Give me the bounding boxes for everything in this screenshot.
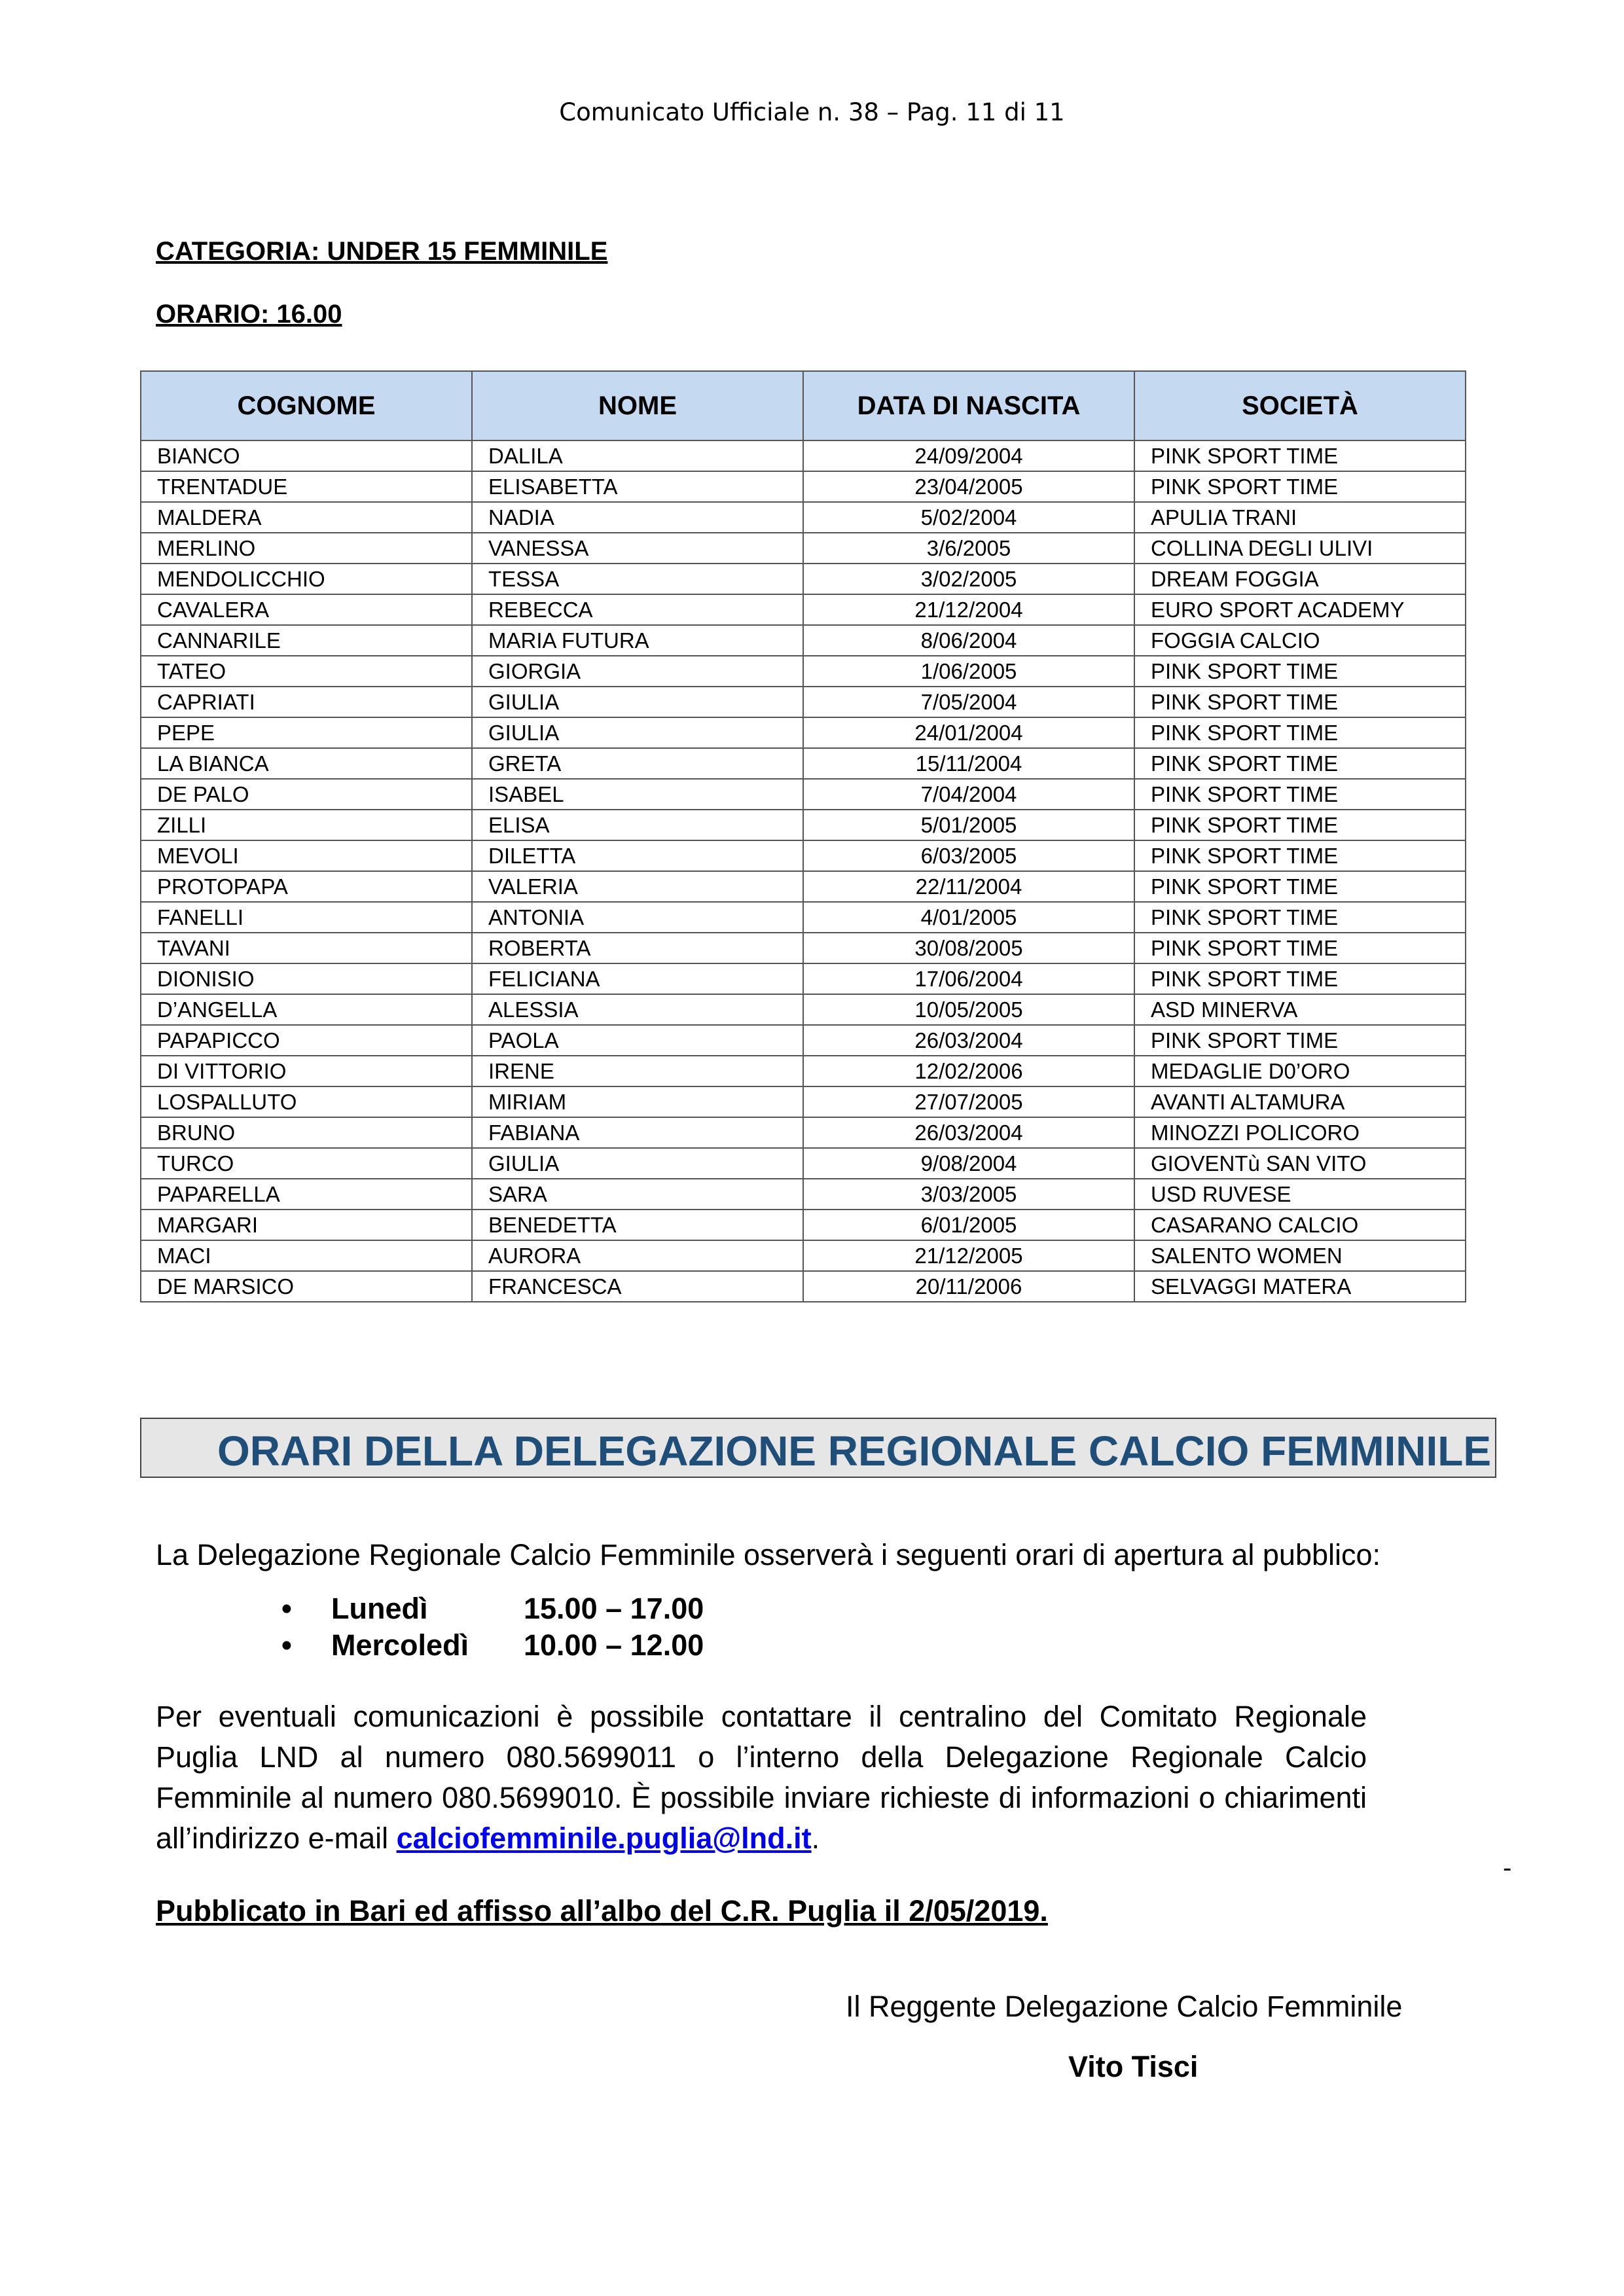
societa-cell: PINK SPORT TIME: [1134, 656, 1466, 687]
cognome-cell: LOSPALLUTO: [141, 1086, 472, 1117]
cognome-cell: MALDERA: [141, 502, 472, 533]
table-row: [141, 1271, 1466, 1302]
birthdate-cell: 10/05/2005: [803, 994, 1134, 1025]
cognome-cell: MEVOLI: [141, 840, 472, 871]
societa-cell: PINK SPORT TIME: [1134, 963, 1466, 994]
nome-cell: VANESSA: [472, 533, 803, 564]
birthdate-cell: 5/01/2005: [803, 810, 1134, 840]
cognome-cell: D’ANGELLA: [141, 994, 472, 1025]
societa-cell: PINK SPORT TIME: [1134, 1025, 1466, 1056]
birthdate-cell: 24/01/2004: [803, 717, 1134, 748]
cognome-cell: PROTOPAPA: [141, 871, 472, 902]
societa-cell: SELVAGGI MATERA: [1134, 1271, 1466, 1302]
birthdate-cell: 30/08/2005: [803, 933, 1134, 963]
column-header: DATA DI NASCITA: [803, 371, 1134, 440]
nome-cell: ELISA: [472, 810, 803, 840]
table-row: [141, 564, 1466, 594]
cognome-cell: MERLINO: [141, 533, 472, 564]
table-header-row: [141, 371, 1466, 440]
birthdate-cell: 3/6/2005: [803, 533, 1134, 564]
birthdate-cell: 9/08/2004: [803, 1148, 1134, 1179]
cognome-cell: MENDOLICCHIO: [141, 564, 472, 594]
table-row: [141, 1148, 1466, 1179]
nome-cell: ELISABETTA: [472, 471, 803, 502]
category-heading: CATEGORIA: UNDER 15 FEMMINILE: [156, 237, 608, 266]
table-row: [141, 533, 1466, 564]
table-row: [141, 840, 1466, 871]
cognome-cell: BRUNO: [141, 1117, 472, 1148]
nome-cell: SARA: [472, 1179, 803, 1210]
cognome-cell: DI VITTORIO: [141, 1056, 472, 1086]
birthdate-cell: 8/06/2004: [803, 625, 1134, 656]
players-table: [140, 370, 1466, 1302]
societa-cell: MINOZZI POLICORO: [1134, 1117, 1466, 1148]
nome-cell: MIRIAM: [472, 1086, 803, 1117]
table-row: [141, 1240, 1466, 1271]
societa-cell: SALENTO WOMEN: [1134, 1240, 1466, 1271]
nome-cell: FABIANA: [472, 1117, 803, 1148]
societa-cell: EURO SPORT ACADEMY: [1134, 594, 1466, 625]
birthdate-cell: 17/06/2004: [803, 963, 1134, 994]
cognome-cell: LA BIANCA: [141, 748, 472, 779]
nome-cell: GIORGIA: [472, 656, 803, 687]
nome-cell: AURORA: [472, 1240, 803, 1271]
email-link[interactable]: calciofemminile.puglia@lnd.it: [396, 1821, 812, 1855]
column-header: COGNOME: [141, 371, 472, 440]
opening-hours-intro: La Delegazione Regionale Calcio Femminile osserverà i seguenti orari di apertura al pubblico:: [156, 1538, 1381, 1571]
societa-cell: DREAM FOGGIA: [1134, 564, 1466, 594]
birthdate-cell: 7/05/2004: [803, 687, 1134, 717]
cognome-cell: MACI: [141, 1240, 472, 1271]
table-row: [141, 1086, 1466, 1117]
societa-cell: AVANTI ALTAMURA: [1134, 1086, 1466, 1117]
nome-cell: FRANCESCA: [472, 1271, 803, 1302]
nome-cell: GIULIA: [472, 687, 803, 717]
nome-cell: DILETTA: [472, 840, 803, 871]
table-row: [141, 1179, 1466, 1210]
societa-cell: PINK SPORT TIME: [1134, 440, 1466, 471]
societa-cell: PINK SPORT TIME: [1134, 840, 1466, 871]
cognome-cell: ZILLI: [141, 810, 472, 840]
signature-name: Vito Tisci: [1068, 2050, 1199, 2083]
table-row: [141, 902, 1466, 933]
bullet-icon: •: [281, 1628, 292, 1662]
column-header: SOCIETÀ: [1134, 371, 1466, 440]
table-row: [141, 1210, 1466, 1240]
cognome-cell: DE PALO: [141, 779, 472, 810]
birthdate-cell: 3/02/2005: [803, 564, 1134, 594]
birthdate-cell: 5/02/2004: [803, 502, 1134, 533]
societa-cell: ASD MINERVA: [1134, 994, 1466, 1025]
societa-cell: PINK SPORT TIME: [1134, 687, 1466, 717]
societa-cell: PINK SPORT TIME: [1134, 871, 1466, 902]
birthdate-cell: 20/11/2006: [803, 1271, 1134, 1302]
margin-dash: -: [1503, 1854, 1512, 1882]
table-row: [141, 717, 1466, 748]
hours-time: 10.00 – 12.00: [524, 1628, 704, 1662]
birthdate-cell: 1/06/2005: [803, 656, 1134, 687]
cognome-cell: CANNARILE: [141, 625, 472, 656]
contact-text: Per eventuali comunicazioni è possibile contattare il centralino del Comitato Regionale Puglia LND al numero 080.5699011 o l’interno della Delegazione Regionale Calcio Femminile al numero 080.5699010. È possibile inviare richieste di informazioni o chiarimenti all’indirizzo e-mail: [156, 1700, 1367, 1855]
orario-heading: ORARIO: 16.00: [156, 300, 342, 329]
nome-cell: GIULIA: [472, 717, 803, 748]
nome-cell: ALESSIA: [472, 994, 803, 1025]
birthdate-cell: 21/12/2005: [803, 1240, 1134, 1271]
birthdate-cell: 23/04/2005: [803, 471, 1134, 502]
nome-cell: VALERIA: [472, 871, 803, 902]
cognome-cell: MARGARI: [141, 1210, 472, 1240]
table-row: [141, 471, 1466, 502]
birthdate-cell: 21/12/2004: [803, 594, 1134, 625]
table-row: [141, 810, 1466, 840]
table-row: [141, 994, 1466, 1025]
cognome-cell: CAPRIATI: [141, 687, 472, 717]
nome-cell: ANTONIA: [472, 902, 803, 933]
cognome-cell: TURCO: [141, 1148, 472, 1179]
hours-time: 15.00 – 17.00: [524, 1592, 704, 1625]
nome-cell: ROBERTA: [472, 933, 803, 963]
nome-cell: GRETA: [472, 748, 803, 779]
birthdate-cell: 26/03/2004: [803, 1117, 1134, 1148]
societa-cell: PINK SPORT TIME: [1134, 717, 1466, 748]
table-row: [141, 656, 1466, 687]
nome-cell: ISABEL: [472, 779, 803, 810]
table-row: [141, 502, 1466, 533]
table-row: [141, 871, 1466, 902]
signature-role: Il Reggente Delegazione Calcio Femminile: [846, 1990, 1403, 2023]
societa-cell: GIOVENTù SAN VITO: [1134, 1148, 1466, 1179]
cognome-cell: DIONISIO: [141, 963, 472, 994]
nome-cell: GIULIA: [472, 1148, 803, 1179]
birthdate-cell: 6/01/2005: [803, 1210, 1134, 1240]
societa-cell: CASARANO CALCIO: [1134, 1210, 1466, 1240]
birthdate-cell: 24/09/2004: [803, 440, 1134, 471]
table-body: [141, 440, 1466, 1302]
societa-cell: PINK SPORT TIME: [1134, 748, 1466, 779]
birthdate-cell: 26/03/2004: [803, 1025, 1134, 1056]
cognome-cell: TAVANI: [141, 933, 472, 963]
societa-cell: PINK SPORT TIME: [1134, 810, 1466, 840]
table-row: [141, 779, 1466, 810]
societa-cell: COLLINA DEGLI ULIVI: [1134, 533, 1466, 564]
section-banner: [140, 1418, 1496, 1478]
birthdate-cell: 12/02/2006: [803, 1056, 1134, 1086]
nome-cell: BENEDETTA: [472, 1210, 803, 1240]
societa-cell: MEDAGLIE D0’ORO: [1134, 1056, 1466, 1086]
cognome-cell: TATEO: [141, 656, 472, 687]
societa-cell: PINK SPORT TIME: [1134, 779, 1466, 810]
table-row: [141, 1056, 1466, 1086]
table-row: [141, 625, 1466, 656]
contact-paragraph: [156, 1696, 1367, 1859]
page-header: Comunicato Ufficiale n. 38 – Pag. 11 di 11: [559, 98, 1065, 126]
societa-cell: APULIA TRANI: [1134, 502, 1466, 533]
cognome-cell: CAVALERA: [141, 594, 472, 625]
section-title: ORARI DELLA DELEGAZIONE REGIONALE CALCIO FEMMINILE: [217, 1427, 1492, 1475]
birthdate-cell: 3/03/2005: [803, 1179, 1134, 1210]
cognome-cell: BIANCO: [141, 440, 472, 471]
table-row: [141, 963, 1466, 994]
societa-cell: USD RUVESE: [1134, 1179, 1466, 1210]
table-row: [141, 748, 1466, 779]
cognome-cell: PAPAPICCO: [141, 1025, 472, 1056]
nome-cell: MARIA FUTURA: [472, 625, 803, 656]
hours-day: Lunedì: [331, 1592, 428, 1625]
nome-cell: PAOLA: [472, 1025, 803, 1056]
cognome-cell: FANELLI: [141, 902, 472, 933]
cognome-cell: PEPE: [141, 717, 472, 748]
societa-cell: FOGGIA CALCIO: [1134, 625, 1466, 656]
column-header: NOME: [472, 371, 803, 440]
nome-cell: FELICIANA: [472, 963, 803, 994]
nome-cell: TESSA: [472, 564, 803, 594]
cognome-cell: PAPARELLA: [141, 1179, 472, 1210]
societa-cell: PINK SPORT TIME: [1134, 471, 1466, 502]
nome-cell: DALILA: [472, 440, 803, 471]
societa-cell: PINK SPORT TIME: [1134, 933, 1466, 963]
birthdate-cell: 15/11/2004: [803, 748, 1134, 779]
birthdate-cell: 27/07/2005: [803, 1086, 1134, 1117]
contact-end: .: [811, 1821, 820, 1855]
societa-cell: PINK SPORT TIME: [1134, 902, 1466, 933]
nome-cell: NADIA: [472, 502, 803, 533]
hours-day: Mercoledì: [331, 1628, 469, 1662]
nome-cell: REBECCA: [472, 594, 803, 625]
table-row: [141, 687, 1466, 717]
table-row: [141, 1117, 1466, 1148]
table-row: [141, 1025, 1466, 1056]
table-row: [141, 594, 1466, 625]
cognome-cell: TRENTADUE: [141, 471, 472, 502]
bullet-icon: •: [281, 1592, 292, 1625]
table-row: [141, 933, 1466, 963]
birthdate-cell: 7/04/2004: [803, 779, 1134, 810]
birthdate-cell: 22/11/2004: [803, 871, 1134, 902]
birthdate-cell: 6/03/2005: [803, 840, 1134, 871]
birthdate-cell: 4/01/2005: [803, 902, 1134, 933]
publication-note: Pubblicato in Bari ed affisso all’albo del C.R. Puglia il 2/05/2019.: [156, 1894, 1048, 1928]
cognome-cell: DE MARSICO: [141, 1271, 472, 1302]
nome-cell: IRENE: [472, 1056, 803, 1086]
table-row: [141, 440, 1466, 471]
